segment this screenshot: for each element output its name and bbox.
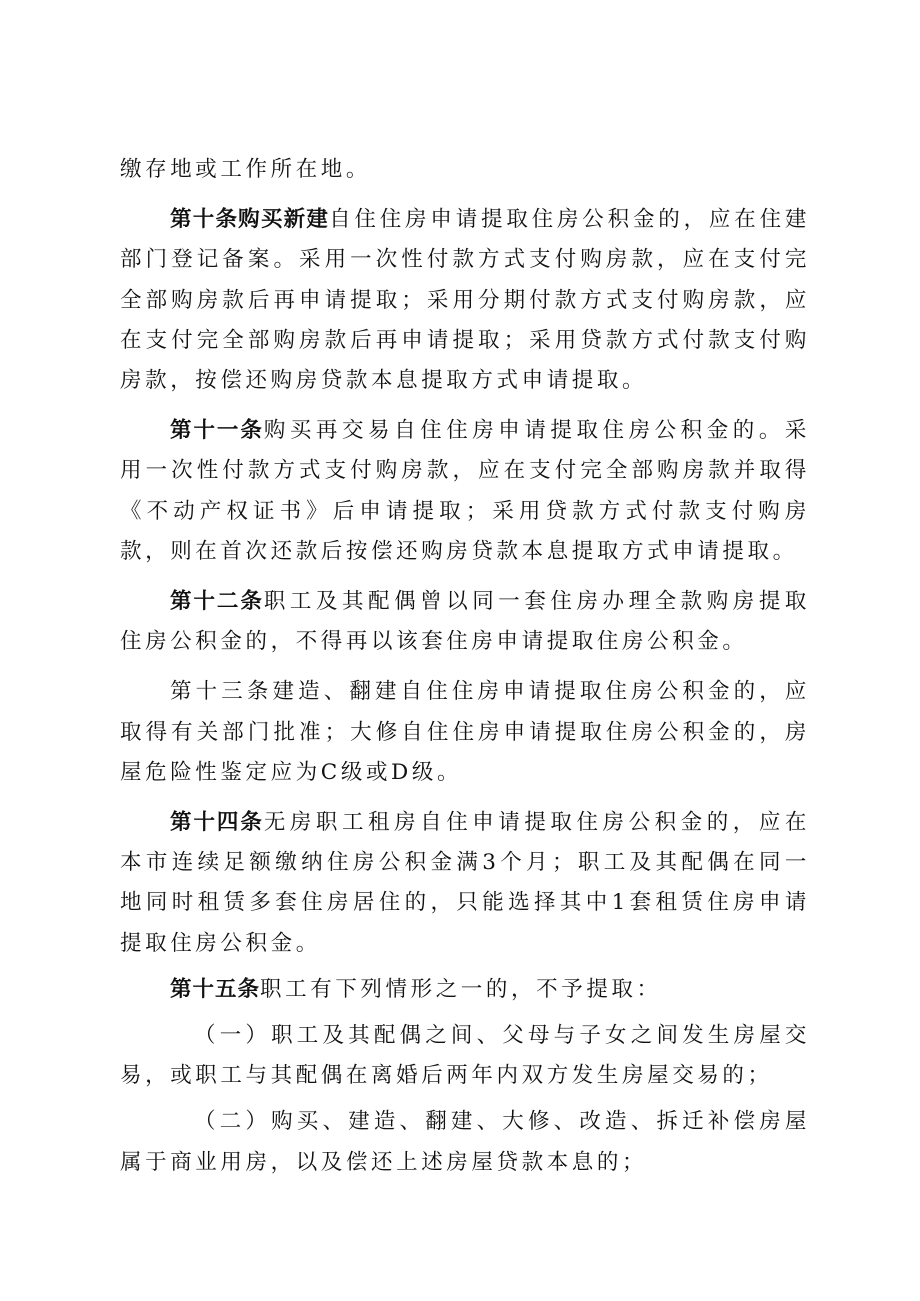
article-label: 第十一条 (170, 418, 264, 444)
list-item-2 (120, 1102, 810, 1182)
article-12 (120, 582, 810, 662)
article-label: 第十条购买新建 (170, 207, 330, 233)
article-text: 职工有下列情形之一的，不予提取： (260, 976, 662, 1002)
paragraph-continuation (120, 150, 810, 190)
list-item-1 (120, 1016, 810, 1096)
article-text: 自住住房申请提取住房公积金的，应在住建部门登记备案。采用一次性付款方式支付购房款，应在支付完全部购房款后再申请提取；采用分期付款方式支付购房款，应在支付完全部购房款后再申请提取；采用贷款方式付款支付购房款，按偿还购房贷款本息提取方式申请提取。 (120, 207, 810, 394)
article-label: 第十四条 (170, 810, 264, 836)
article-text: 职工及其配偶曾以同一套住房办理全款购房提取住房公积金的，不得再以该套住房申请提取住房公积金。 (120, 589, 810, 655)
article-10 (120, 200, 810, 401)
article-label: 第十二条 (170, 589, 264, 615)
document-page (120, 150, 810, 1183)
paragraph-text: 缴存地或工作所在地。 (120, 157, 372, 182)
list-item-text: （一）职工及其配偶之间、父母与子女之间发生房屋交易，或职工与其配偶在离婚后两年内双方发生房屋交易的； (120, 1023, 810, 1089)
article-label: 第十五条 (170, 976, 261, 1002)
article-14 (120, 803, 810, 964)
list-item-text: （二）购买、建造、翻建、大修、改造、拆迁补偿房屋属于商业用房，以及偿还上述房屋贷款本息的； (120, 1109, 810, 1175)
article-text: 购买再交易自住住房申请提取住房公积金的。采用一次性付款方式支付购房款，应在支付完全部购房款并取得《不动产权证书》后申请提取；采用贷款方式付款支付购房款，则在首次还款后按偿还购房贷款本息提取方式申请提取。 (120, 418, 810, 564)
article-11 (120, 411, 810, 572)
article-13 (120, 672, 810, 793)
article-text: 无房职工租房自住申请提取住房公积金的，应在本市连续足额缴纳住房公积金满3个月；职工及其配偶在同一地同时租赁多套住房居住的，只能选择其中1套租赁住房申请提取住房公积金。 (120, 810, 810, 956)
article-15 (120, 970, 810, 1010)
article-text: 建造、翻建自住住房申请提取住房公积金的，应取得有关部门批准；大修自住住房申请提取住房公积金的，房屋危险性鉴定应为C级或D级。 (120, 679, 810, 785)
article-label: 第十三条 (170, 679, 273, 705)
